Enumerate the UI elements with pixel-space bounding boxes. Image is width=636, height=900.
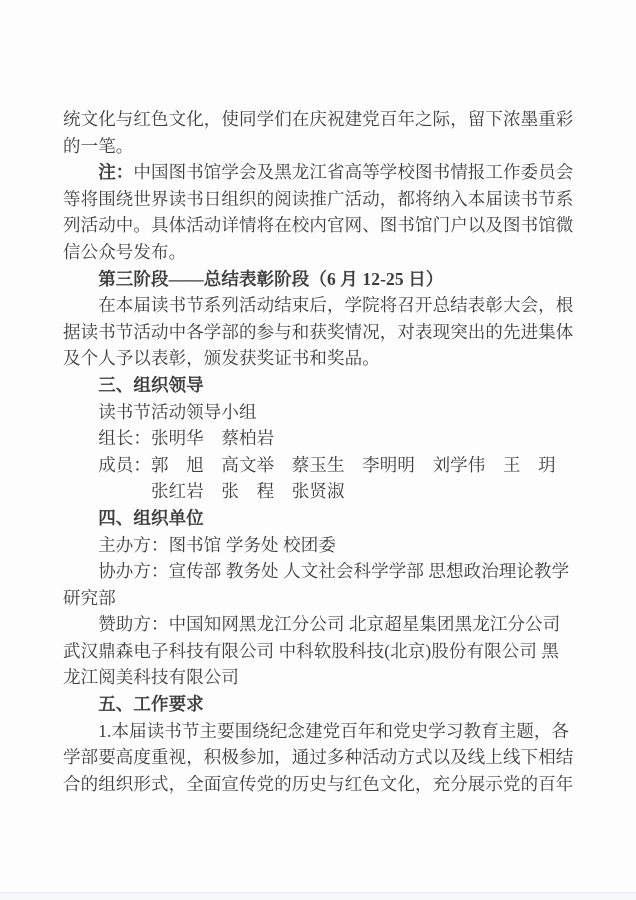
page-bottom-edge — [0, 892, 636, 900]
line-text: 第三阶段——总结表彰阶段（6 月 12-25 日） — [98, 268, 444, 289]
document-line — [63, 585, 579, 612]
document-line — [63, 292, 579, 319]
line-text: 列活动中。具体活动详情将在校内官网、图书馆门户以及图书馆微 — [63, 215, 574, 236]
document-line — [63, 159, 579, 186]
line-text: 主办方：图书馆 学务处 校团委 — [98, 534, 336, 555]
line-text: 1.本届读书节主要围绕纪念建党百年和党史学习教育主题，各 — [98, 720, 570, 741]
document-line — [63, 425, 579, 452]
document-text-block — [63, 106, 579, 797]
document-line — [63, 372, 579, 399]
line-text: 读书节活动领导小组 — [98, 401, 257, 422]
line-text: 赞助方：中国知网黑龙江分公司 北京超星集团黑龙江分公司 — [98, 614, 561, 635]
document-line — [63, 744, 579, 771]
line-text: 龙江阅美科技有限公司 — [63, 667, 239, 688]
line-text: 统文化与红色文化，使同学们在庆祝建党百年之际，留下浓墨重彩 — [63, 109, 574, 129]
document-line — [63, 345, 579, 372]
line-text: 张红岩 张 程 张贤淑 — [151, 481, 345, 502]
line-text: 据读书节活动中各学部的参与和获奖情况，对表现突出的先进集体 — [63, 321, 574, 342]
line-text: 及个人予以表彰，颁发获奖证书和奖品。 — [63, 348, 380, 369]
line-text: 武汉鼎森电子科技有限公司 中科软股科技(北京)股份有限公司 黑 — [63, 640, 560, 661]
line-text: 合的组织形式，全面宣传党的历史与红色文化，充分展示党的百年 — [63, 773, 574, 794]
line-text: 五、工作要求 — [98, 694, 204, 715]
document-line — [63, 718, 579, 745]
line-text: 三、组织领导 — [98, 374, 204, 395]
line-text: 组长：张明华 蔡柏岩 — [98, 428, 275, 449]
document-line — [63, 638, 579, 665]
document-line — [63, 664, 579, 691]
line-text: 成员：郭 旭 高文举 蔡玉生 李明明 刘学伟 王 玥 — [98, 454, 556, 475]
document-line — [63, 452, 579, 479]
line-bold-prefix: 注： — [98, 162, 134, 183]
document-line — [63, 106, 579, 133]
document-line — [63, 771, 579, 798]
document-line — [63, 611, 579, 638]
document-line — [63, 478, 579, 505]
line-text: 信公众号发布。 — [63, 241, 187, 262]
document-line — [63, 186, 579, 213]
document-line — [63, 319, 579, 346]
document-line — [63, 266, 579, 293]
line-text: 的一笔。 — [63, 135, 134, 156]
line-text: 研究部 — [63, 587, 116, 608]
document-line — [63, 691, 579, 718]
document-line — [63, 505, 579, 532]
document-line — [63, 399, 579, 426]
line-text: 中国图书馆学会及黑龙江省高等学校图书情报工作委员会 — [133, 162, 574, 183]
document-line — [63, 212, 579, 239]
line-text: 协办方：宣传部 教务处 人文社会科学学部 思想政治理论教学 — [98, 561, 570, 582]
line-text: 四、组织单位 — [98, 507, 204, 528]
document-line — [63, 133, 579, 160]
document-line — [63, 532, 579, 559]
line-text: 等将围绕世界读书日组织的阅读推广活动，都将纳入本届读书节系 — [63, 188, 574, 209]
document-line — [63, 239, 579, 266]
line-text: 在本届读书节系列活动结束后，学院将召开总结表彰大会，根 — [98, 295, 574, 316]
document-line — [63, 558, 579, 585]
line-text: 学部要高度重视，积极参加，通过多种活动方式以及线上线下相结 — [63, 747, 574, 768]
